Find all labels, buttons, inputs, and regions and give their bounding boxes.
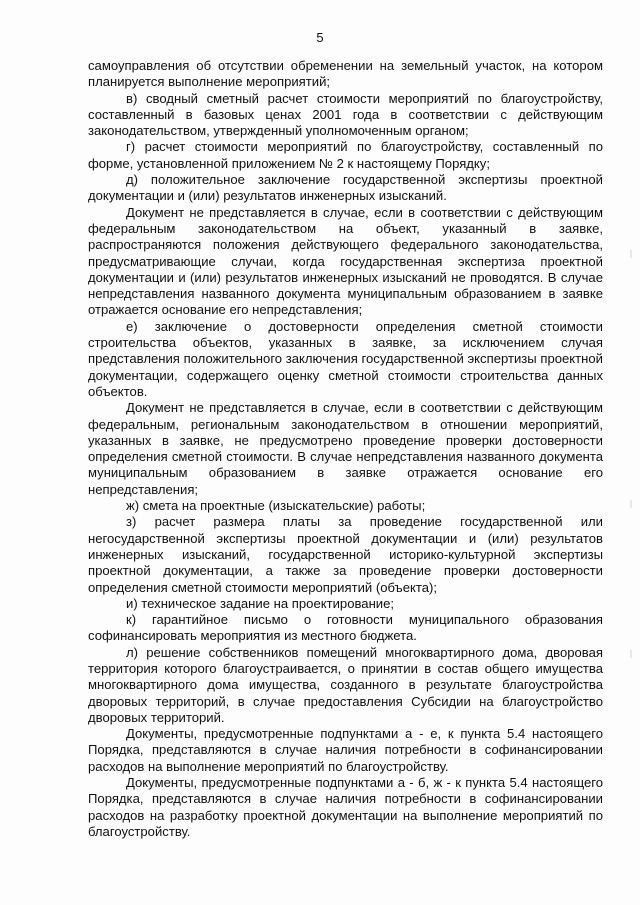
paragraph-documents-a-b: Документы, предусмотренные подпунктами а - б, ж - к пункта 5.4 настоящего Порядка, представляются в случае наличия потребности в софинансировании расходов на разработку проектной документации на выполнение мероприятий по благоустройству. (88, 775, 603, 839)
paragraph-item-e: е) заключение о достоверности определения сметной стоимости строительства объектов, указанных в заявке, за исключением случая представления положительного заключения государственной экспертизы проектной документации, содержащего оценку сметной стоимости строительства данных объектов. (88, 318, 603, 399)
paragraph-item-d: д) положительное заключение государственной экспертизы проектной документации и (или) результатов инженерных изысканий. (88, 172, 603, 204)
paragraph-item-i: и) техническое задание на проектирование; (126, 595, 395, 611)
paragraph-item-zh: ж) смета на проектные (изыскательские) работы; (126, 498, 426, 514)
paragraph-item-k: к) гарантийное письмо о готовности муниципального образования софинансировать мероприятия из местного бюджета. (88, 612, 603, 644)
paragraph-documents-a-e: Документы, предусмотренные подпунктами а - е, к пункта 5.4 настоящего Порядка, представляются в случае наличия потребности в софинансировании расходов на выполнение мероприятий по благоустройству. (88, 726, 603, 774)
document-body (88, 58, 603, 840)
scan-mark (630, 250, 632, 258)
paragraph-continuation: самоуправления об отсутствии обременении на земельный участок, на котором планируется выполнение мероприятий; (88, 58, 603, 90)
paragraph-note-d: Документ не представляется в случае, если в соответствии с действующим федеральным законодательством на объект, указанный в заявке, распространяются положения действующего федерального законодательства, предусматривающие случаи, когда государственная экспертиза проектной документации и (или) результатов инженерных изысканий не проводятся. В случае непредставления названного документа муниципальным образованием в заявке отражается основание его непредставления; (88, 204, 603, 318)
paragraph-note-e: Документ не представляется в случае, если в соответствии с действующим федеральным, региональным законодательством в отношении мероприятий, указанных в заявке, не предусмотрено проведение проверки достоверности определения сметной стоимости. В случае непредставления названного документа муниципальным образованием в заявке отражается основание его непредставления; (88, 400, 603, 497)
scan-mark (630, 500, 632, 508)
paragraph-item-v: в) сводный сметный расчет стоимости мероприятий по благоустройству, составленный в базовых ценах 2001 года в соответствии с действующим законодательством, утвержденный уполномоченным органом; (88, 90, 603, 139)
page-number: 5 (316, 30, 324, 45)
paragraph-item-l: л) решение собственников помещений многоквартирного дома, дворовая территория которого благоустраивается, о принятии в состав общего имущества многоквартирного дома имущества, созданного в результате благоустройства дворовых территорий, в случае предоставления Субсидии на благоустройство дворовых территорий. (88, 644, 603, 725)
scan-mark (630, 650, 632, 658)
paragraph-item-g: г) расчет стоимости мероприятий по благоустройству, составленный по форме, установленной приложением № 2 к настоящему Порядку; (88, 139, 603, 171)
paragraph-item-z: з) расчет размера платы за проведение государственной или негосударственной экспертизы проектной документации и (или) результатов инженерных изысканий, государственной историко-культурной экспертизы проектной документации, а также за проведение проверки достоверности определения сметной стоимости мероприятий (объекта); (88, 514, 603, 595)
